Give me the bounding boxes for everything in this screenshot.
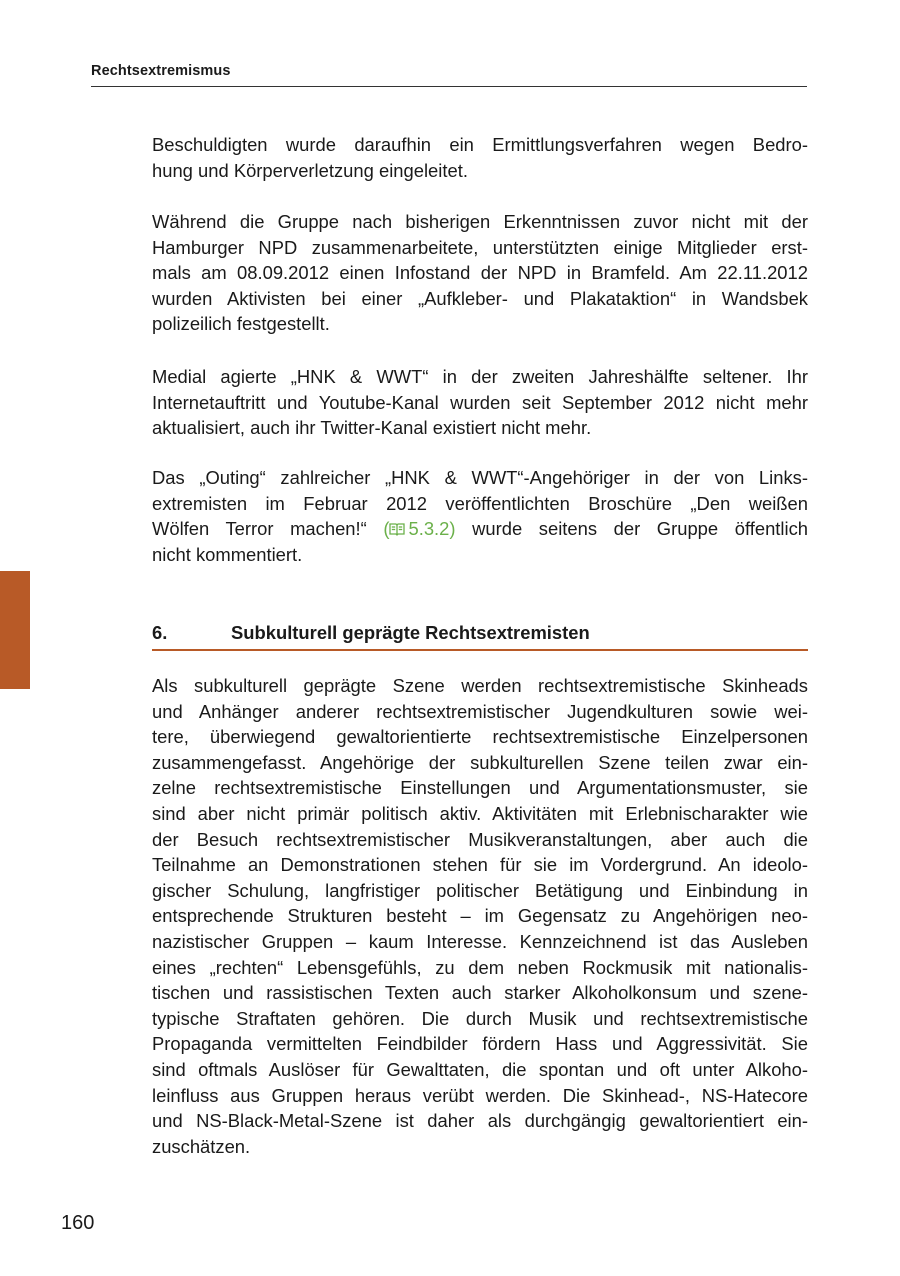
paragraph-4 bbox=[152, 465, 808, 567]
text-line: Medial agierte „HNK & WWT“ in der zweiten Jahreshälfte seltener. Ihr bbox=[152, 366, 808, 387]
text-line: zusammengefasst. Angehörige der subkulturellen Szene teilen zwar ein- bbox=[152, 751, 808, 773]
cross-reference-paren: ( bbox=[383, 518, 390, 540]
text-segment: Wölfen Terror machen!“ bbox=[152, 518, 384, 540]
text-line: Hamburger NPD zusammenarbeitete, unterstützten einige Mitglieder erst- bbox=[152, 236, 808, 258]
text-line: extremisten im Februar 2012 veröffentlichten Broschüre „Den weißen bbox=[152, 492, 808, 514]
paragraph-1 bbox=[152, 132, 808, 183]
text-line: tischen und rassistischen Texten auch starker Alkoholkonsum und szene- bbox=[152, 982, 808, 1004]
text-line: Teilnahme an Demonstrationen stehen für sie im Vordergrund. An ideolo- bbox=[152, 854, 808, 876]
text-line: und Anhänger anderer rechtsextremistischer Jugendkulturen sowie wei- bbox=[152, 700, 808, 722]
text-line: sind oftmals Auslöser für Gewalttaten, die spontan und oft unter Alkoho- bbox=[152, 1058, 808, 1080]
text-line: gischer Schulung, langfristiger politischer Betätigung und Einbindung in bbox=[152, 879, 808, 901]
text-line: leinfluss aus Gruppen heraus verübt werden. Die Skinhead-, NS-Hatecore bbox=[152, 1084, 808, 1106]
text-line: zelne rechtsextremistische Einstellungen und Argumentationsmuster, sie bbox=[152, 777, 808, 799]
text-line: nicht kommentiert. bbox=[152, 543, 303, 565]
text-line: nazistischer Gruppen – kaum Interesse. Kennzeichnend ist das Ausleben bbox=[152, 930, 808, 952]
text-line: Propaganda vermittelten Feindbilder fördern Hass und Aggressivität. Sie bbox=[152, 1033, 808, 1055]
paragraph-2 bbox=[152, 209, 808, 337]
section-number: 6. bbox=[152, 622, 168, 643]
text-line: Internetauftritt und Youtube-Kanal wurden seit September 2012 nicht mehr bbox=[152, 391, 808, 413]
text-line: typische Straftaten gehören. Die durch Musik und rechtsextremistische bbox=[152, 1007, 808, 1029]
running-header bbox=[91, 62, 807, 87]
running-header-title: Rechtsextremismus bbox=[91, 63, 231, 79]
text-line: wurden Aktivisten bei einer „Aufkleber- und Plakataktion“ in Wandsbek bbox=[152, 287, 808, 309]
text-line: tere, überwiegend gewaltorientierte rechtsextremistische Einzelpersonen bbox=[152, 726, 808, 748]
text-line: eines „rechten“ Lebensgefühls, zu dem neben Rockmusik mit nationalis- bbox=[152, 956, 808, 978]
paragraph-3 bbox=[152, 364, 808, 441]
text-line: der Besuch rechtsextremistischer Musikveranstaltungen, aber auch die bbox=[152, 828, 808, 850]
text-line: polizeilich festgestellt. bbox=[152, 313, 330, 335]
paragraph-5 bbox=[152, 673, 808, 1159]
text-line: aktualisiert, auch ihr Twitter-Kanal existiert nicht mehr. bbox=[152, 417, 592, 439]
book-icon bbox=[389, 522, 405, 536]
text-line: und NS-Black-Metal-Szene ist daher als durchgängig gewaltorientiert ein- bbox=[152, 1110, 808, 1132]
text-line: mals am 08.09.2012 einen Infostand der NPD in Bramfeld. Am 22.11.2012 bbox=[152, 262, 808, 284]
text-line: hung und Körperverletzung eingeleitet. bbox=[152, 159, 468, 181]
text-line: Beschuldigten wurde daraufhin ein Ermittlungsverfahren wegen Bedro- bbox=[152, 134, 808, 155]
section-heading bbox=[152, 622, 808, 648]
text-line: Während die Gruppe nach bisherigen Erkenntnissen zuvor nicht mit der bbox=[152, 211, 808, 232]
cross-reference-link[interactable] bbox=[383, 518, 455, 539]
text-line: entsprechende Strukturen besteht – im Gegensatz zu Angehörigen neo- bbox=[152, 905, 808, 927]
page-number: 160 bbox=[61, 1212, 95, 1234]
text-line: sind aber nicht primär politisch aktiv. Aktivitäten mit Erlebnischarakter wie bbox=[152, 802, 808, 824]
text-line: zuschätzen. bbox=[152, 1135, 251, 1157]
text-line: Als subkulturell geprägte Szene werden rechtsextremistische Skinheads bbox=[152, 675, 808, 696]
chapter-side-tab bbox=[0, 571, 30, 689]
section-title: Subkulturell geprägte Rechtsextremisten bbox=[231, 622, 590, 643]
text-line-with-reference bbox=[152, 516, 808, 542]
text-segment: wurde seitens der Gruppe öffentlich bbox=[455, 518, 809, 540]
cross-reference-label: 5.3.2) bbox=[408, 518, 456, 540]
text-line: Das „Outing“ zahlreicher „HNK & WWT“-Angehöriger in der von Links- bbox=[152, 467, 808, 488]
section-rule bbox=[152, 649, 808, 651]
